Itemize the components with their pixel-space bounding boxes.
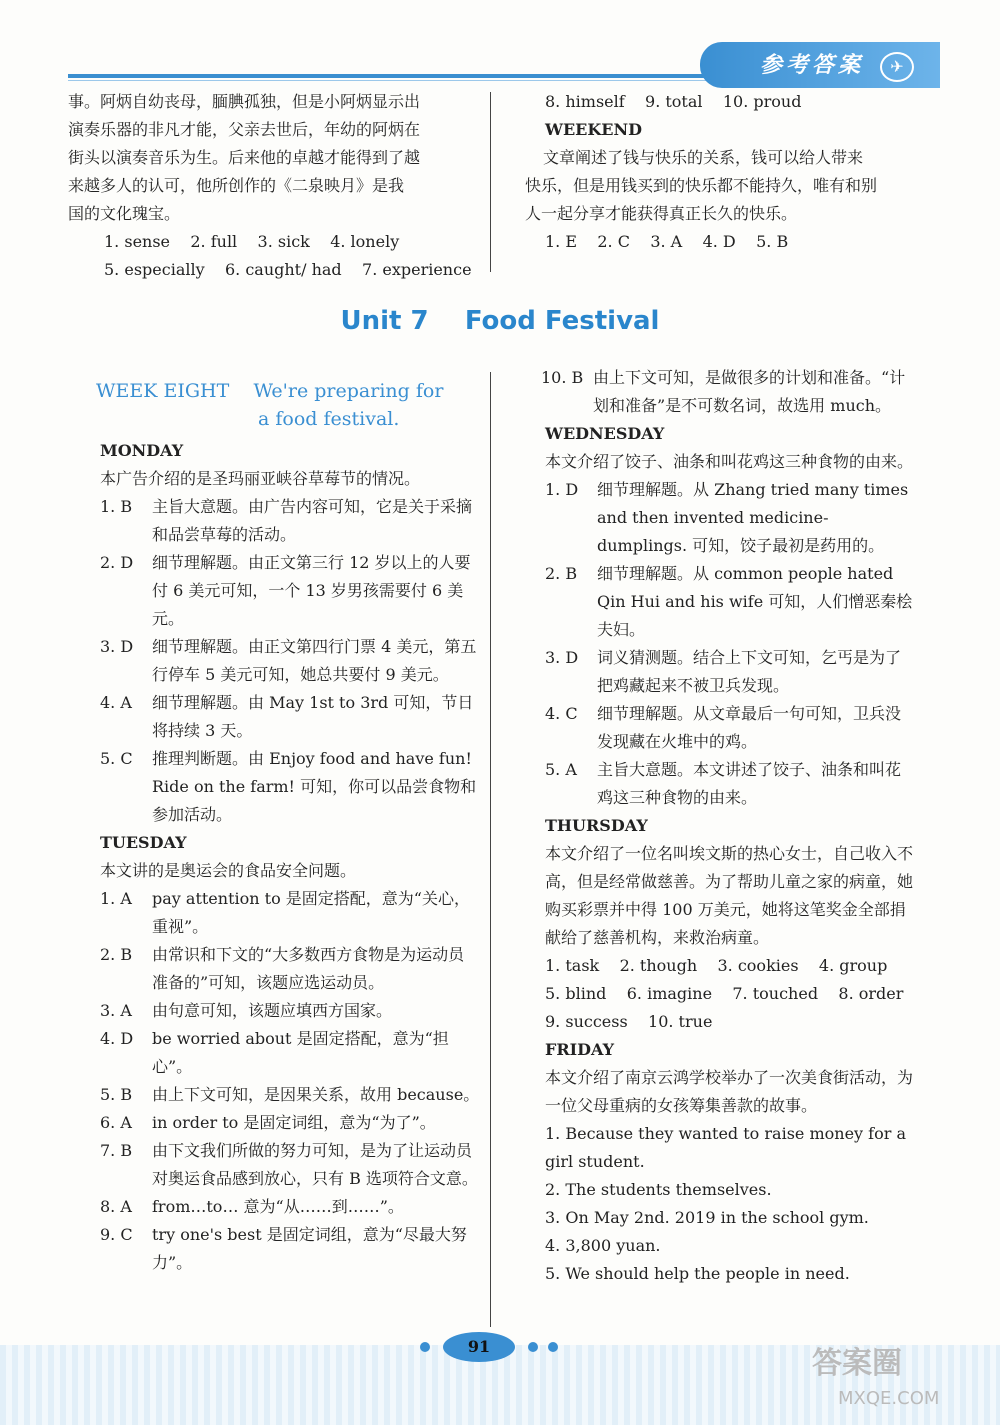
footer-dot [528,1342,538,1352]
answer-item [100,1137,480,1193]
answer-number: 3. D [545,648,579,667]
answer-text: in order to 是固定词组，意为“为了”。 [152,1113,436,1132]
text-line: 来越多人的认可，他所创作的《二泉映月》是我 [68,176,405,195]
answer-number: 8. A [100,1197,132,1216]
section-heading-monday: MONDAY [100,441,184,460]
answer-item [545,756,915,812]
answer-number: 5. A [545,760,577,779]
answer-line: 4. 3,800 yuan. [545,1236,661,1255]
unit-title: Unit 7 Food Festival [340,306,660,336]
answer-item [100,493,480,549]
text-line: 演奏乐器的非凡才能，父亲去世后，年幼的阿炳在 [68,120,421,139]
answer-text: 由上下文可知，是因果关系，故用 because。 [152,1085,480,1104]
answer-item [100,633,480,689]
left-column [96,377,480,1277]
answer-item [100,1025,480,1081]
answer-number: 3. D [100,637,134,656]
intro-text: 本文介绍了南京云鸿学校举办了一次美食街活动，为一位父母重病的女孩筹集善款的故事。 [545,1068,914,1115]
answer-line: 2. The students themselves. [545,1180,772,1199]
answer-number: 1. A [100,889,132,908]
answer-text: 主旨大意题。本文讲述了饺子、油条和叫花鸡这三种食物的由来。 [597,760,902,807]
answer-item [100,1109,480,1137]
answer-item [100,941,480,997]
answer-text: 细节理解题。由正文第三行 12 岁以上的人要付 6 美元可知，一个 13 岁男孩需要付 6 美元。 [152,553,471,628]
answer-item [545,700,915,756]
answer-number: 7. B [100,1141,133,1160]
answer-number: 2. B [545,564,578,583]
text-line: 国的文化瑰宝。 [68,204,181,223]
answer-number: 2. D [100,553,134,572]
answer-number: 1. B [100,497,133,516]
answer-line: 8. himself 9. total 10. proud [545,92,802,111]
answer-number: 4. D [100,1029,134,1048]
answer-text: from…to… 意为“从……到……”。 [152,1197,404,1216]
answer-text: 由下文我们所做的努力可知，是为了让运动员对奥运食品感到放心，只有 B 选项符合文意。 [152,1141,478,1188]
answer-number: 10. B [541,368,584,387]
answer-item [100,549,480,633]
answer-line: 5. blind 6. imagine 7. touched 8. order [545,984,904,1003]
answer-item [541,364,915,420]
answer-line: 1. E 2. C 3. A 4. D 5. B [545,232,789,251]
answer-text: be worried about 是固定搭配，意为“担心”。 [152,1029,449,1076]
section-heading-thursday: THURSDAY [545,816,648,835]
footer-dot [420,1342,430,1352]
page-number: 91 [443,1332,515,1362]
answer-line: 5. especially 6. caught/ had 7. experience [104,260,472,279]
answer-number: 2. B [100,945,133,964]
text-line: 事。阿炳自幼丧母，腼腆孤独，但是小阿炳显示出 [68,92,421,111]
answer-number: 4. A [100,693,132,712]
answer-text: 由上下文可知，是做很多的计划和准备。“计划和准备”是不可数名词，故选用 much。 [593,368,906,415]
watermark-url: MXQE.COM [838,1388,940,1409]
answer-text: 词义猜测题。结合上下文可知，乞丐是为了把鸡藏起来不被卫兵发现。 [597,648,902,695]
section-heading-wednesday: WEDNESDAY [545,424,665,443]
answer-text: 细节理解题。从 Zhang tried many times and then invented medicine-dumplings. 可知，饺子最初是药用的。 [597,480,909,555]
footer-dot [548,1342,558,1352]
answer-number: 5. C [100,749,133,768]
text-line: 文章阐述了钱与快乐的关系，钱可以给人带来 [543,148,864,167]
answer-number: 3. A [100,1001,132,1020]
intro-text: 本文介绍了饺子、油条和叫花鸡这三种食物的由来。 [545,452,914,471]
answer-text: 由常识和下文的“大多数西方食物是为运动员准备的”可知，该题应选运动员。 [152,945,465,992]
answer-item [100,689,480,745]
section-heading-weekend: WEEKEND [545,120,642,139]
answer-item [100,997,480,1025]
answer-number: 6. A [100,1113,132,1132]
answer-text: 细节理解题。从 common people hated Qin Hui and his wife 可知，人们憎恶秦桧夫妇。 [597,564,913,639]
header-rule [68,74,708,78]
top-left-block [68,88,489,284]
intro-text: 本文讲的是奥运会的食品安全问题。 [100,861,357,880]
answer-line: 1. task 2. though 3. cookies 4. group [545,956,888,975]
answer-number: 9. C [100,1225,133,1244]
answer-text: 由句意可知，该题应填西方国家。 [152,1001,393,1020]
right-column [541,364,915,1288]
answer-item [545,476,915,560]
answer-item [100,1221,480,1277]
answer-item [100,1081,480,1109]
answer-text: 细节理解题。由 May 1st to 3rd 可知，节日将持续 3 天。 [152,693,474,740]
answer-number: 5. B [100,1085,133,1104]
header-rule-thin [68,80,708,81]
answer-text: 推理判断题。由 Enjoy food and have fun! Ride on the farm! 可知，你可以品尝食物和参加活动。 [152,749,477,824]
column-divider [490,372,491,1327]
top-right-block [525,88,925,256]
answer-item [100,745,480,829]
text-line: 街头以演奏音乐为生。后来他的卓越才能得到了越 [68,148,421,167]
section-heading-friday: FRIDAY [545,1040,615,1059]
answer-number: 4. C [545,704,578,723]
bird-icon: ✈ [880,52,914,82]
answer-text: try one's best 是固定词组，意为“尽最大努力”。 [152,1225,467,1272]
answer-number: 1. D [545,480,579,499]
watermark-logo: 答案圈 [812,1346,902,1381]
answer-line: 5. We should help the people in need. [545,1264,850,1283]
answer-text: 主旨大意题。由广告内容可知，它是关于采摘和品尝草莓的活动。 [152,497,473,544]
intro-text: 本广告介绍的是圣玛丽亚峡谷草莓节的情况。 [100,469,421,488]
week-subtitle: a food festival. [258,408,400,430]
answer-text: 细节理解题。从文章最后一句可知，卫兵没发现藏在火堆中的鸡。 [597,704,902,751]
answer-item [100,1193,480,1221]
answer-line: 9. success 10. true [545,1012,713,1031]
answer-item [545,644,915,700]
week-title: WEEK EIGHT We're preparing for [96,380,444,402]
answer-item [100,885,480,941]
column-divider [490,92,491,272]
text-line: 人一起分享才能获得真正长久的快乐。 [525,204,798,223]
answer-text: 细节理解题。由正文第四行门票 4 美元，第五行停车 5 美元可知，她总共要付 9 美元。 [152,637,477,684]
answer-text: pay attention to 是固定搭配，意为“关心，重视”。 [152,889,470,936]
answer-line: 3. On May 2nd. 2019 in the school gym. [545,1208,869,1227]
answer-line: 1. sense 2. full 3. sick 4. lonely [104,232,400,251]
answer-line: 1. Because they wanted to raise money for a girl student. [545,1124,906,1171]
section-heading-tuesday: TUESDAY [100,833,187,852]
header-title: 参考答案 [760,53,865,78]
text-line: 快乐，但是用钱买到的快乐都不能持久，唯有和别 [525,176,878,195]
answer-item [545,560,915,644]
intro-text: 本文介绍了一位名叫埃文斯的热心女士，自己收入不高，但是经常做慈善。为了帮助儿童之家的病童，她购买彩票并中得 100 万美元，她将这笔奖金全部捐献给了慈善机构，来救治病童。 [545,844,914,947]
